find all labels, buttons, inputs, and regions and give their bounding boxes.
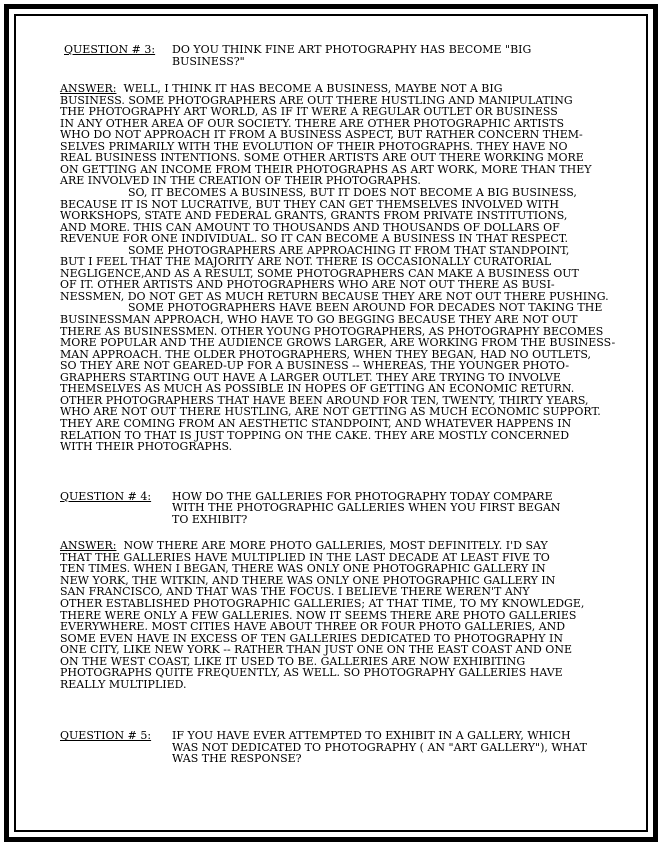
answer-line: PHOTOGRAPHS QUITE FREQUENTLY, AS WELL. SO PHOTOGRAPHY GALLERIES HAVE [60,666,563,680]
question-5-text [172,730,620,765]
answer-line: THERE WERE ONLY A FEW GALLERIES. NOW IT SEEMS THERE ARE PHOTO GALLERIES [60,608,577,622]
answer-line: GRAPHERS STARTING OUT HAVE A LARGER OUTLET. THEY ARE TRYING TO INVOLVE [60,370,561,384]
question-5 [60,730,620,765]
question-line: WITH THE PHOTOGRAPHIC GALLERIES WHEN YOU FIRST BEGAN [172,501,561,515]
answer-line: BUT I FEEL THAT THE MAJORITY ARE NOT. THERE IS OCCASIONALLY CURATORIAL [60,255,552,269]
question-3 [60,44,620,67]
answer-line: AND MORE. THIS CAN AMOUNT TO THOUSANDS AND THOUSANDS OF DOLLARS OF [60,220,560,234]
answer-line: SO, IT BECOMES A BUSINESS, BUT IT DOES NOT BECOME A BIG BUSINESS, [128,186,577,200]
question-line: DO YOU THINK FINE ART PHOTOGRAPHY HAS BECOME "BIG [172,43,532,56]
answer-line: REAL BUSINESS INTENTIONS. SOME OTHER ARTISTS ARE OUT THERE WORKING MORE [60,151,584,165]
answer-line: ON GETTING AN INCOME FROM THEIR PHOTOGRAPHS AS ART WORK, MORE THAN THEY [60,162,592,176]
answer-line: MORE POPULAR AND THE AUDIENCE GROWS LARGER, ARE WORKING FROM THE BUSINESS- [60,336,616,350]
answer-line: SOME PHOTOGRAPHERS ARE APPROACHING IT FROM THAT STANDPOINT, [128,243,570,257]
answer-line: WHO ARE NOT OUT THERE HUSTLING, ARE NOT GETTING AS MUCH ECONOMIC SUPPORT. [60,405,601,419]
question-line: IF YOU HAVE EVER ATTEMPTED TO EXHIBIT IN A GALLERY, WHICH [172,729,571,743]
answer-line: SELVES PRIMARILY WITH THE EVOLUTION OF THEIR PHOTOGRAPHS. THEY HAVE NO [60,139,568,153]
answer-line: THERE AS BUSINESSMEN. OTHER YOUNG PHOTOGRAPHERS, AS PHOTOGRAPHY BECOMES [60,324,604,338]
answer-line: BUSINESS. SOME PHOTOGRAPHERS ARE OUT THERE HUSTLING AND MANIPULATING [60,93,573,107]
question-4-label: QUESTION # 4: [60,489,152,503]
answer-line: EVERYWHERE. MOST CITIES HAVE ABOUT THREE OR FOUR PHOTO GALLERIES, AND [60,620,566,634]
answer-3-label: ANSWER: [60,82,117,96]
answer-line: SO THEY ARE NOT GEARED-UP FOR A BUSINESS -- WHEREAS, THE YOUNGER PHOTO- [60,359,570,373]
document-page [60,44,620,765]
answer-3 [60,83,620,453]
answer-line: REVENUE FOR ONE INDIVIDUAL. SO IT CAN BECOME A BUSINESS IN THAT RESPECT. [60,232,568,246]
answer-line: THAT THE GALLERIES HAVE MULTIPLIED IN THE LAST DECADE AT LEAST FIVE TO [60,550,550,564]
answer-line: ONE CITY, LIKE NEW YORK -- RATHER THAN JUST ONE ON THE EAST COAST AND ONE [60,643,572,657]
answer-line: REALLY MULTIPLIED. [60,677,187,691]
answer-line: MAN APPROACH. THE OLDER PHOTOGRAPHERS, WHEN THEY BEGAN, HAD NO OUTLETS, [60,347,592,361]
answer-4 [60,540,620,690]
question-line: WAS THE RESPONSE? [172,752,302,766]
question-line: TO EXHIBIT? [172,512,248,526]
answer-line: OTHER ESTABLISHED PHOTOGRAPHIC GALLERIES; AT THAT TIME, TO MY KNOWLEDGE, [60,596,585,610]
answer-line: BUSINESSMAN APPROACH, WHO HAVE TO GO BEGGING BECAUSE THEY ARE NOT OUT [60,313,578,327]
answer-line: NEW YORK, THE WITKIN, AND THERE WAS ONLY ONE PHOTOGRAPHIC GALLERY IN [60,573,556,587]
question-3-text [172,44,620,67]
question-5-label: QUESTION # 5: [60,729,152,743]
answer-line: BECAUSE IT IS NOT LUCRATIVE, BUT THEY CAN GET THEMSELVES INVOLVED WITH [60,197,559,211]
answer-line: TEN TIMES. WHEN I BEGAN, THERE WAS ONLY ONE PHOTOGRAPHIC GALLERY IN [60,562,546,576]
answer-line: WHO DO NOT APPROACH IT FROM A BUSINESS ASPECT, BUT RATHER CONCERN THEM- [60,128,583,142]
answer-line: SOME EVEN HAVE IN EXCESS OF TEN GALLERIES DEDICATED TO PHOTOGRAPHY IN [60,631,563,645]
answer-line: ANSWER: NOW THERE ARE MORE PHOTO GALLERIES, MOST DEFINITELY. I'D SAY [60,539,548,553]
answer-line: NESSMEN, DO NOT GET AS MUCH RETURN BECAUSE THEY ARE NOT OUT THERE PUSHING. [60,289,609,303]
answer-line: THEY ARE COMING FROM AN AESTHETIC STANDPOINT, AND WHATEVER HAPPENS IN [60,416,572,430]
answer-line: SOME PHOTOGRAPHERS HAVE BEEN AROUND FOR DECADES NOT TAKING THE [128,301,603,315]
answer-line: OTHER PHOTOGRAPHERS THAT HAVE BEEN AROUND FOR TEN, TWENTY, THIRTY YEARS, [60,393,589,407]
question-3-label: QUESTION # 3: [64,43,156,56]
answer-line: ARE INVOLVED IN THE CREATION OF THEIR PHOTOGRAPHS. [60,174,421,188]
answer-line: RELATION TO THAT IS JUST TOPPING ON THE CAKE. THEY ARE MOSTLY CONCERNED [60,428,570,442]
question-line: WAS NOT DEDICATED TO PHOTOGRAPHY ( AN "ART GALLERY"), WHAT [172,740,587,754]
answer-line: THEMSELVES AS MUCH AS POSSIBLE IN HOPES OF GETTING AN ECONOMIC RETURN. [60,382,575,396]
answer-line: WITH THEIR PHOTOGRAPHS. [60,440,233,454]
answer-line: THE PHOTOGRAPHY ART WORLD, AS IF IT WERE A REGULAR OUTLET OR BUSINESS [60,105,558,119]
answer-4-label: ANSWER: [60,539,117,553]
answer-line: SAN FRANCISCO, AND THAT WAS THE FOCUS. I BELIEVE THERE WEREN'T ANY [60,585,530,599]
question-4-text [172,491,620,526]
answer-line: ANSWER: WELL, I THINK IT HAS BECOME A BUSINESS, MAYBE NOT A BIG [60,82,503,96]
question-line: BUSINESS?" [172,54,245,68]
question-line: HOW DO THE GALLERIES FOR PHOTOGRAPHY TODAY COMPARE [172,489,553,503]
answer-line: ON THE WEST COAST, LIKE IT USED TO BE. GALLERIES ARE NOW EXHIBITING [60,654,526,668]
answer-line: NEGLIGENCE,AND AS A RESULT, SOME PHOTOGRAPHERS CAN MAKE A BUSINESS OUT [60,266,579,280]
answer-line: WORKSHOPS, STATE AND FEDERAL GRANTS, GRANTS FROM PRIVATE INSTITUTIONS, [60,209,568,223]
question-4 [60,491,620,526]
answer-line: OF IT. OTHER ARTISTS AND PHOTOGRAPHERS WHO ARE NOT OUT THERE AS BUSI- [60,278,555,292]
answer-line: IN ANY OTHER AREA OF OUR SOCIETY. THERE ARE OTHER PHOTOGRAPHIC ARTISTS [60,116,565,130]
